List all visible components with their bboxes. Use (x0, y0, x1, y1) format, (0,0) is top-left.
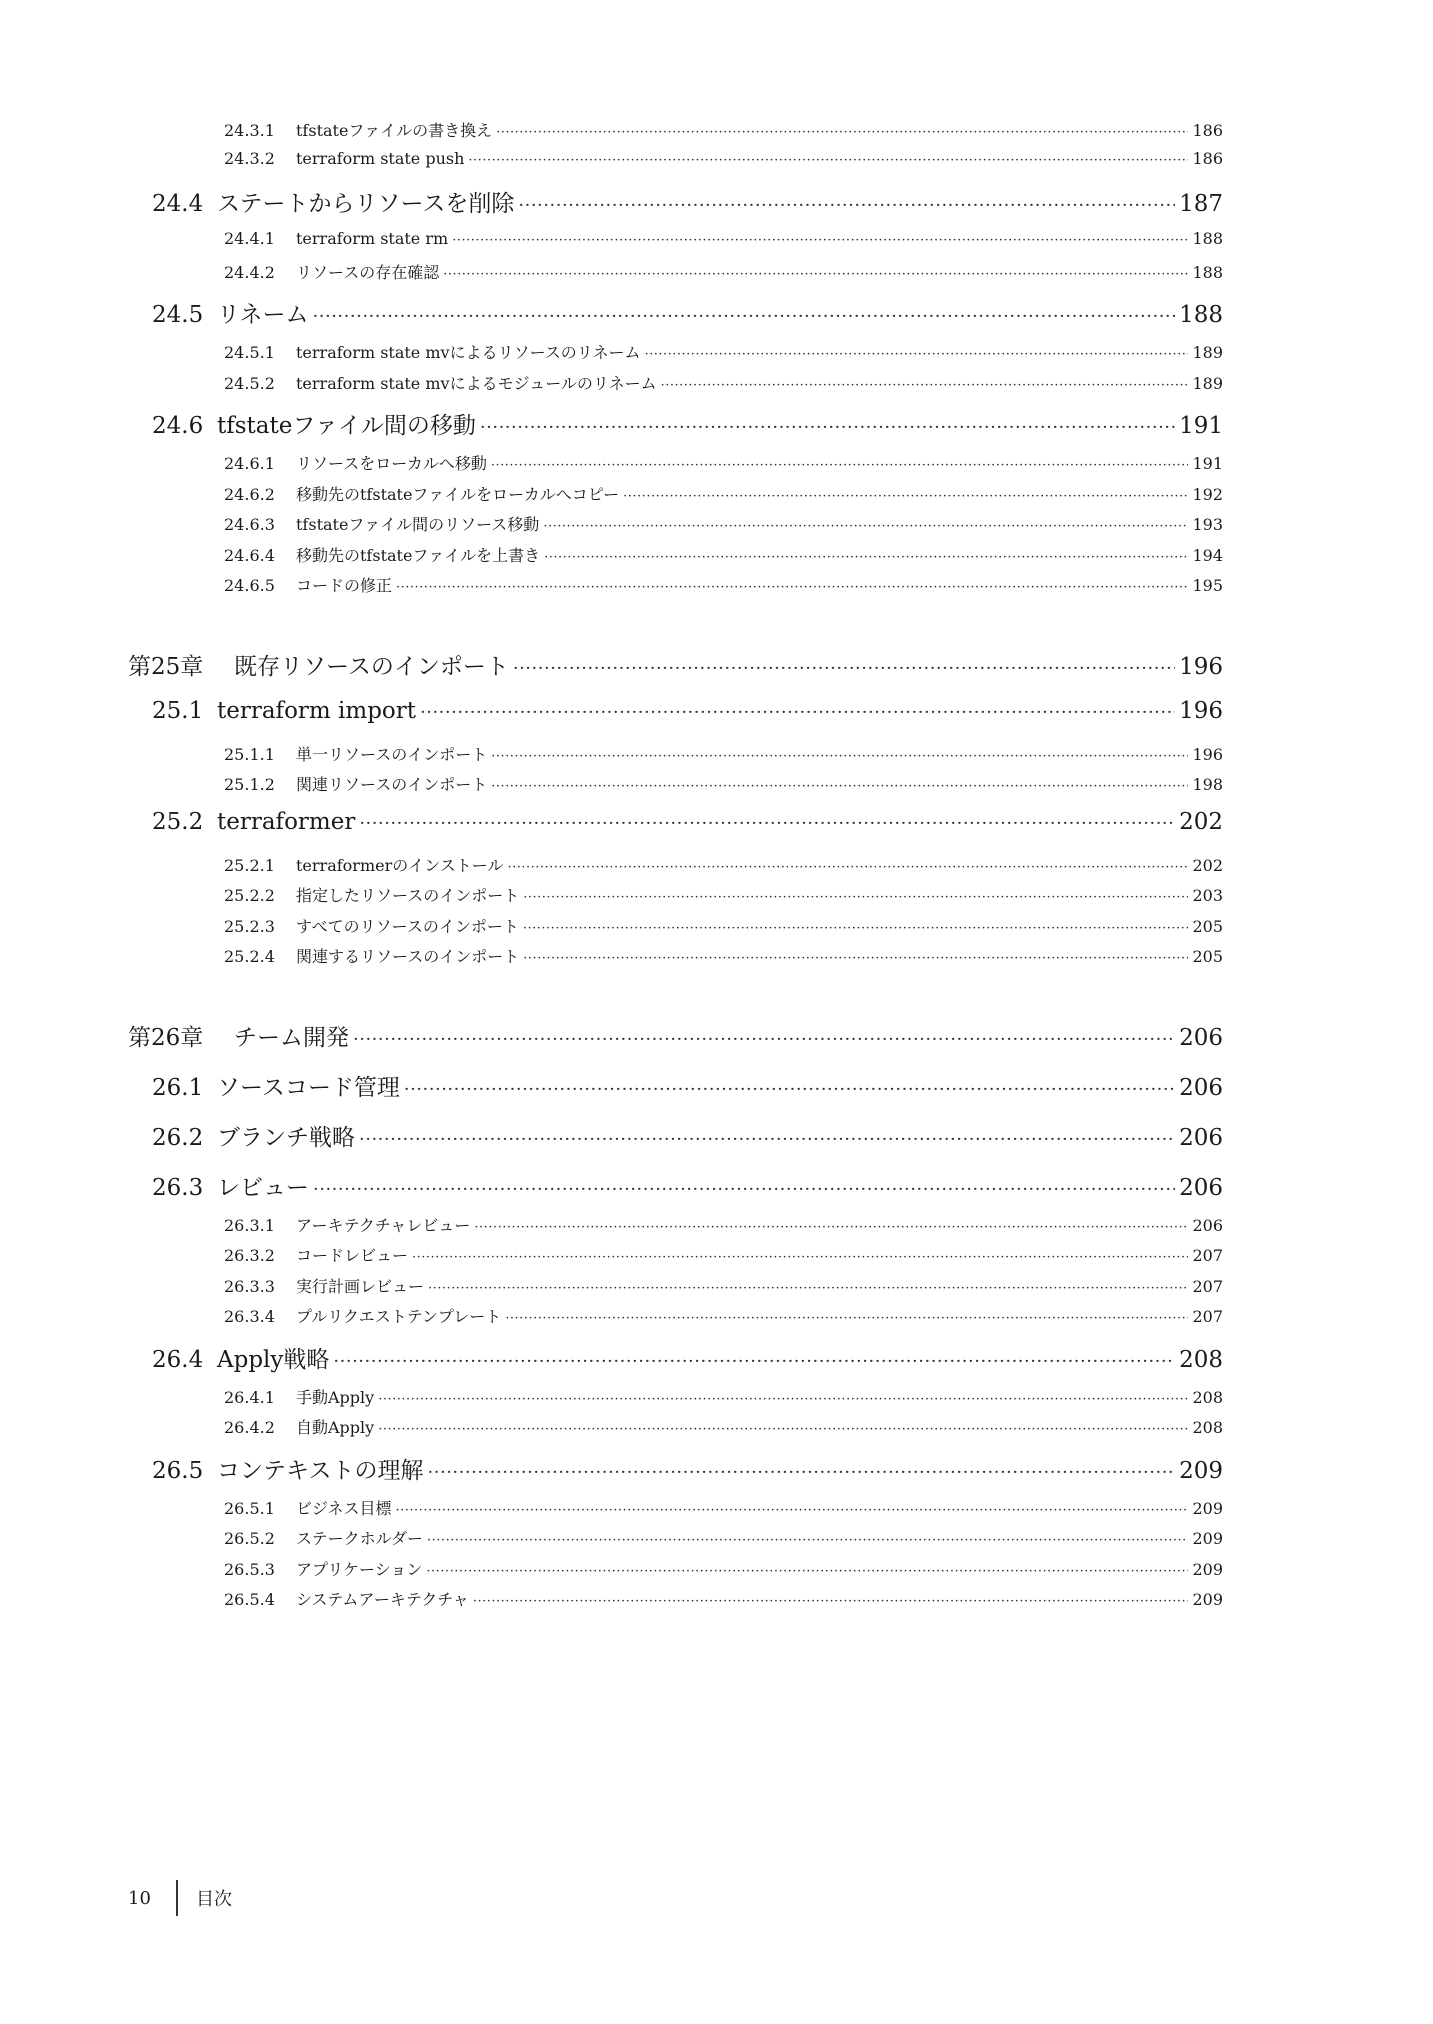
dot-leader (452, 233, 1188, 248)
toc-entry-number: 26.4.2 (224, 1418, 275, 1437)
toc-entry-title: ビジネス目標 (296, 1498, 392, 1518)
toc-entry-title: terraformer (217, 808, 356, 835)
toc-sub-entry (128, 944, 1223, 975)
toc-entry-number: 26.5.2 (224, 1529, 275, 1548)
toc-entry-number: 26.4.1 (224, 1387, 275, 1407)
toc-entry-number: 26.1 (152, 1074, 204, 1101)
toc-entry-page: 207 (1192, 1307, 1223, 1326)
toc-chapter-entry (128, 648, 1223, 692)
toc-entry-number: 26.5.1 (224, 1498, 275, 1518)
toc-entry-title: ステートからリソースを削除 (217, 191, 515, 217)
toc-entry-number: 26.3.1 (224, 1215, 275, 1235)
toc-entry-number: 26.4 (152, 1346, 204, 1373)
dot-leader (396, 1503, 1189, 1518)
dot-leader (543, 519, 1188, 534)
dot-leader (428, 1281, 1188, 1296)
toc-section-entry (128, 1169, 1223, 1213)
dot-leader (426, 1564, 1188, 1579)
toc-entry-title: リソースをローカルへ移動 (296, 454, 487, 473)
toc-entry-page: 196 (1192, 744, 1223, 764)
toc-entry-number: 24.6.5 (224, 576, 275, 595)
toc-entry-title: 移動先のtfstateファイルをローカルへコピー (296, 484, 620, 504)
toc-sub-entry (128, 229, 1223, 260)
toc-entry-number: 26.5.3 (224, 1559, 275, 1579)
dot-leader (359, 813, 1175, 834)
toc-entry-page: 208 (1179, 1346, 1223, 1373)
toc-entry-title: 手動Apply (296, 1387, 375, 1407)
toc-entry-title: terraform state rm (296, 229, 449, 248)
toc-entry-page: 186 (1192, 148, 1223, 168)
toc-entry-number: 25.1.2 (224, 775, 275, 794)
toc-entry-page: 188 (1179, 302, 1223, 328)
toc-entry-number: 26.3.3 (224, 1276, 275, 1296)
toc-entry-page: 206 (1179, 1024, 1223, 1051)
toc-entry-number: 第26章 (128, 1024, 204, 1051)
toc-entry-page: 208 (1192, 1387, 1223, 1407)
toc-entry-page: 209 (1192, 1498, 1223, 1518)
dot-leader (404, 1079, 1175, 1100)
dot-leader (644, 347, 1188, 362)
toc-entry-page: 192 (1192, 484, 1223, 504)
toc-sub-entry (128, 883, 1223, 914)
toc-entry-title: チーム開発 (234, 1024, 349, 1051)
dot-leader (313, 306, 1176, 327)
toc-entry-number: 25.2.3 (224, 916, 275, 936)
dot-leader (505, 1311, 1188, 1326)
toc-section-entry (128, 1069, 1223, 1113)
toc-sub-entry (128, 1274, 1223, 1305)
toc-entry-title: terraform state push (296, 148, 465, 168)
toc-entry-title: ブランチ戦略 (217, 1124, 355, 1151)
toc-entry-page: 191 (1179, 413, 1223, 439)
toc-sub-entry (128, 1557, 1223, 1588)
dot-leader (359, 1129, 1175, 1150)
toc-entry-page: 209 (1192, 1529, 1223, 1548)
toc-entry-title: terraform state mvによるモジュールのリネーム (296, 373, 657, 393)
toc-chapter-entry (128, 1019, 1223, 1063)
toc-entry-title: 単一リソースのインポート (296, 744, 488, 764)
toc-entry-title: ソースコード管理 (217, 1074, 400, 1101)
toc-entry-number: 24.3.1 (224, 121, 275, 140)
dot-leader (412, 1250, 1188, 1265)
toc-entry-number: 24.6.1 (224, 454, 275, 473)
toc-sub-entry (128, 260, 1223, 291)
toc-entry-page: 209 (1192, 1559, 1223, 1579)
toc-entry-number: 24.4 (152, 191, 204, 217)
toc-entry-number: 26.3.2 (224, 1246, 275, 1265)
toc-entry-page: 195 (1192, 576, 1223, 595)
dot-leader (491, 458, 1189, 473)
toc-entry-page: 206 (1192, 1215, 1223, 1235)
toc-entry-page: 191 (1192, 454, 1223, 473)
dot-leader (491, 779, 1188, 794)
toc-entry-page: 206 (1179, 1074, 1223, 1101)
footer-divider (176, 1880, 178, 1916)
toc-entry-title: コードレビュー (296, 1246, 409, 1265)
toc-entry-title: Apply戦略 (217, 1346, 330, 1373)
toc-section-entry (128, 809, 1223, 853)
toc-entry-number: 24.5.1 (224, 343, 275, 362)
toc-entry-page: 188 (1192, 229, 1223, 248)
dot-leader (491, 749, 1188, 764)
toc-entry-title: 関連リソースのインポート (296, 775, 488, 794)
toc-entry-title: tfstateファイルの書き換え (296, 121, 493, 140)
toc-sub-entry (128, 1587, 1223, 1618)
toc-sub-entry (128, 914, 1223, 945)
toc-sub-entry (128, 340, 1223, 371)
toc-entry-title: システムアーキテクチャ (296, 1590, 469, 1609)
toc-entry-number: 24.4.1 (224, 229, 275, 248)
toc-entry-number: 24.5 (152, 302, 204, 328)
toc-entry-page: 203 (1192, 886, 1223, 905)
dot-leader (333, 1351, 1175, 1372)
dot-leader (661, 378, 1189, 393)
dot-leader (313, 1179, 1175, 1200)
toc-entry-title: レビュー (217, 1174, 309, 1201)
toc-entry-number: 26.2 (152, 1124, 204, 1151)
toc-entry-page: 186 (1192, 121, 1223, 140)
toc-entry-title: リネーム (217, 302, 309, 328)
toc-sub-entry (128, 1496, 1223, 1527)
toc-entry-page: 206 (1179, 1124, 1223, 1151)
toc-sub-entry (128, 1243, 1223, 1274)
page-number: 10 (128, 1887, 151, 1909)
toc-entry-page: 187 (1179, 191, 1223, 217)
toc-section-entry (128, 296, 1223, 340)
toc-entry-title: プルリクエストテンプレート (296, 1307, 502, 1326)
toc-entry-number: 24.4.2 (224, 262, 275, 282)
toc-entry-title: ステークホルダー (296, 1529, 424, 1548)
toc-entry-number: 26.3 (152, 1174, 204, 1201)
toc-entry-number: 25.2.4 (224, 947, 275, 966)
toc-sub-entry (128, 772, 1223, 803)
toc-entry-page: 202 (1192, 855, 1223, 875)
toc-entry-page: 206 (1179, 1174, 1223, 1201)
toc-entry-title: terraformerのインストール (296, 855, 504, 875)
toc-entry-page: 188 (1192, 262, 1223, 282)
toc-entry-page: 209 (1179, 1457, 1223, 1484)
toc-entry-title: アーキテクチャレビュー (296, 1215, 471, 1235)
toc-entry-page: 194 (1192, 545, 1223, 565)
toc-entry-title: terraform import (217, 697, 417, 724)
dot-leader (523, 921, 1189, 936)
toc-entry-page: 205 (1192, 916, 1223, 936)
table-of-contents (128, 118, 1223, 1618)
toc-entry-title: 移動先のtfstateファイルを上書き (296, 545, 541, 565)
toc-sub-entry (128, 1213, 1223, 1244)
dot-leader (518, 195, 1175, 216)
dot-leader (480, 417, 1175, 438)
toc-sub-entry (128, 742, 1223, 773)
toc-entry-page: 205 (1192, 947, 1223, 966)
toc-entry-page: 202 (1179, 808, 1223, 835)
toc-section-entry (128, 1452, 1223, 1496)
dot-leader (507, 860, 1188, 875)
toc-entry-number: 25.2.2 (224, 886, 275, 905)
toc-entry-page: 189 (1192, 373, 1223, 393)
toc-entry-page: 196 (1179, 697, 1223, 724)
toc-entry-number: 25.2.1 (224, 855, 275, 875)
page-footer (128, 1880, 232, 1916)
toc-entry-title: tfstateファイル間のリソース移動 (296, 515, 540, 534)
toc-entry-number: 24.6.4 (224, 545, 275, 565)
toc-entry-number: 26.5 (152, 1457, 204, 1484)
toc-entry-title: 指定したリソースのインポート (296, 886, 520, 905)
footer-section-name: 目次 (196, 1889, 232, 1910)
dot-leader (544, 550, 1188, 565)
toc-entry-number: 25.2 (152, 808, 204, 835)
toc-sub-entry (128, 1304, 1223, 1335)
toc-entry-title: コードの修正 (296, 576, 393, 595)
dot-leader (353, 1029, 1175, 1050)
dot-leader (523, 890, 1188, 905)
toc-entry-number: 24.6.3 (224, 515, 275, 534)
toc-entry-title: tfstateファイル間の移動 (217, 413, 476, 439)
toc-entry-title: 既存リソースのインポート (234, 653, 509, 680)
dot-leader (427, 1533, 1188, 1548)
toc-entry-title: 自動Apply (296, 1418, 375, 1437)
toc-entry-page: 207 (1192, 1276, 1223, 1296)
dot-leader (420, 702, 1175, 723)
toc-section-entry (128, 1119, 1223, 1163)
toc-entry-page: 189 (1192, 343, 1223, 362)
dot-leader (443, 267, 1188, 282)
toc-entry-number: 26.3.4 (224, 1307, 275, 1326)
toc-sub-entry (128, 573, 1223, 604)
toc-entry-title: 実行計画レビュー (296, 1276, 425, 1296)
toc-entry-number: 24.6 (152, 413, 204, 439)
toc-entry-number: 25.1 (152, 697, 204, 724)
toc-entry-page: 193 (1192, 515, 1223, 534)
toc-section-entry (128, 407, 1223, 451)
toc-section-entry (128, 185, 1223, 229)
toc-entry-number: 26.5.4 (224, 1590, 275, 1609)
toc-entry-page: 198 (1192, 775, 1223, 794)
dot-leader (473, 1594, 1189, 1609)
toc-entry-number: 24.6.2 (224, 484, 275, 504)
toc-entry-page: 196 (1179, 653, 1223, 680)
toc-entry-number: 第25章 (128, 653, 204, 680)
dot-leader (378, 1422, 1188, 1437)
dot-leader (523, 951, 1188, 966)
dot-leader (468, 153, 1188, 168)
toc-sub-entry (128, 512, 1223, 543)
toc-sub-entry (128, 118, 1223, 149)
toc-section-entry (128, 1341, 1223, 1385)
toc-entry-page: 209 (1192, 1590, 1223, 1609)
toc-entry-title: すべてのリソースのインポート (296, 916, 519, 936)
dot-leader (428, 1462, 1176, 1483)
toc-entry-page: 208 (1192, 1418, 1223, 1437)
toc-entry-number: 24.5.2 (224, 373, 275, 393)
toc-sub-entry (128, 543, 1223, 574)
toc-sub-entry (128, 1415, 1223, 1446)
dot-leader (513, 658, 1175, 679)
toc-sub-entry (128, 482, 1223, 513)
toc-entry-title: アプリケーション (296, 1559, 423, 1579)
dot-leader (474, 1220, 1188, 1235)
toc-sub-entry (128, 451, 1223, 482)
toc-entry-title: terraform state mvによるリソースのリネーム (296, 343, 641, 362)
toc-sub-entry (128, 149, 1223, 180)
dot-leader (496, 125, 1188, 140)
toc-entry-page: 207 (1192, 1246, 1223, 1265)
toc-entry-number: 24.3.2 (224, 148, 275, 168)
toc-sub-entry (128, 1526, 1223, 1557)
toc-entry-title: 関連するリソースのインポート (296, 947, 520, 966)
toc-entry-number: 25.1.1 (224, 744, 275, 764)
toc-sub-entry (128, 371, 1223, 402)
dot-leader (623, 489, 1188, 504)
toc-section-entry (128, 698, 1223, 742)
toc-sub-entry (128, 853, 1223, 884)
dot-leader (396, 580, 1188, 595)
toc-entry-title: コンテキストの理解 (217, 1457, 424, 1484)
toc-entry-title: リソースの存在確認 (296, 262, 440, 282)
toc-sub-entry (128, 1385, 1223, 1416)
dot-leader (378, 1392, 1188, 1407)
